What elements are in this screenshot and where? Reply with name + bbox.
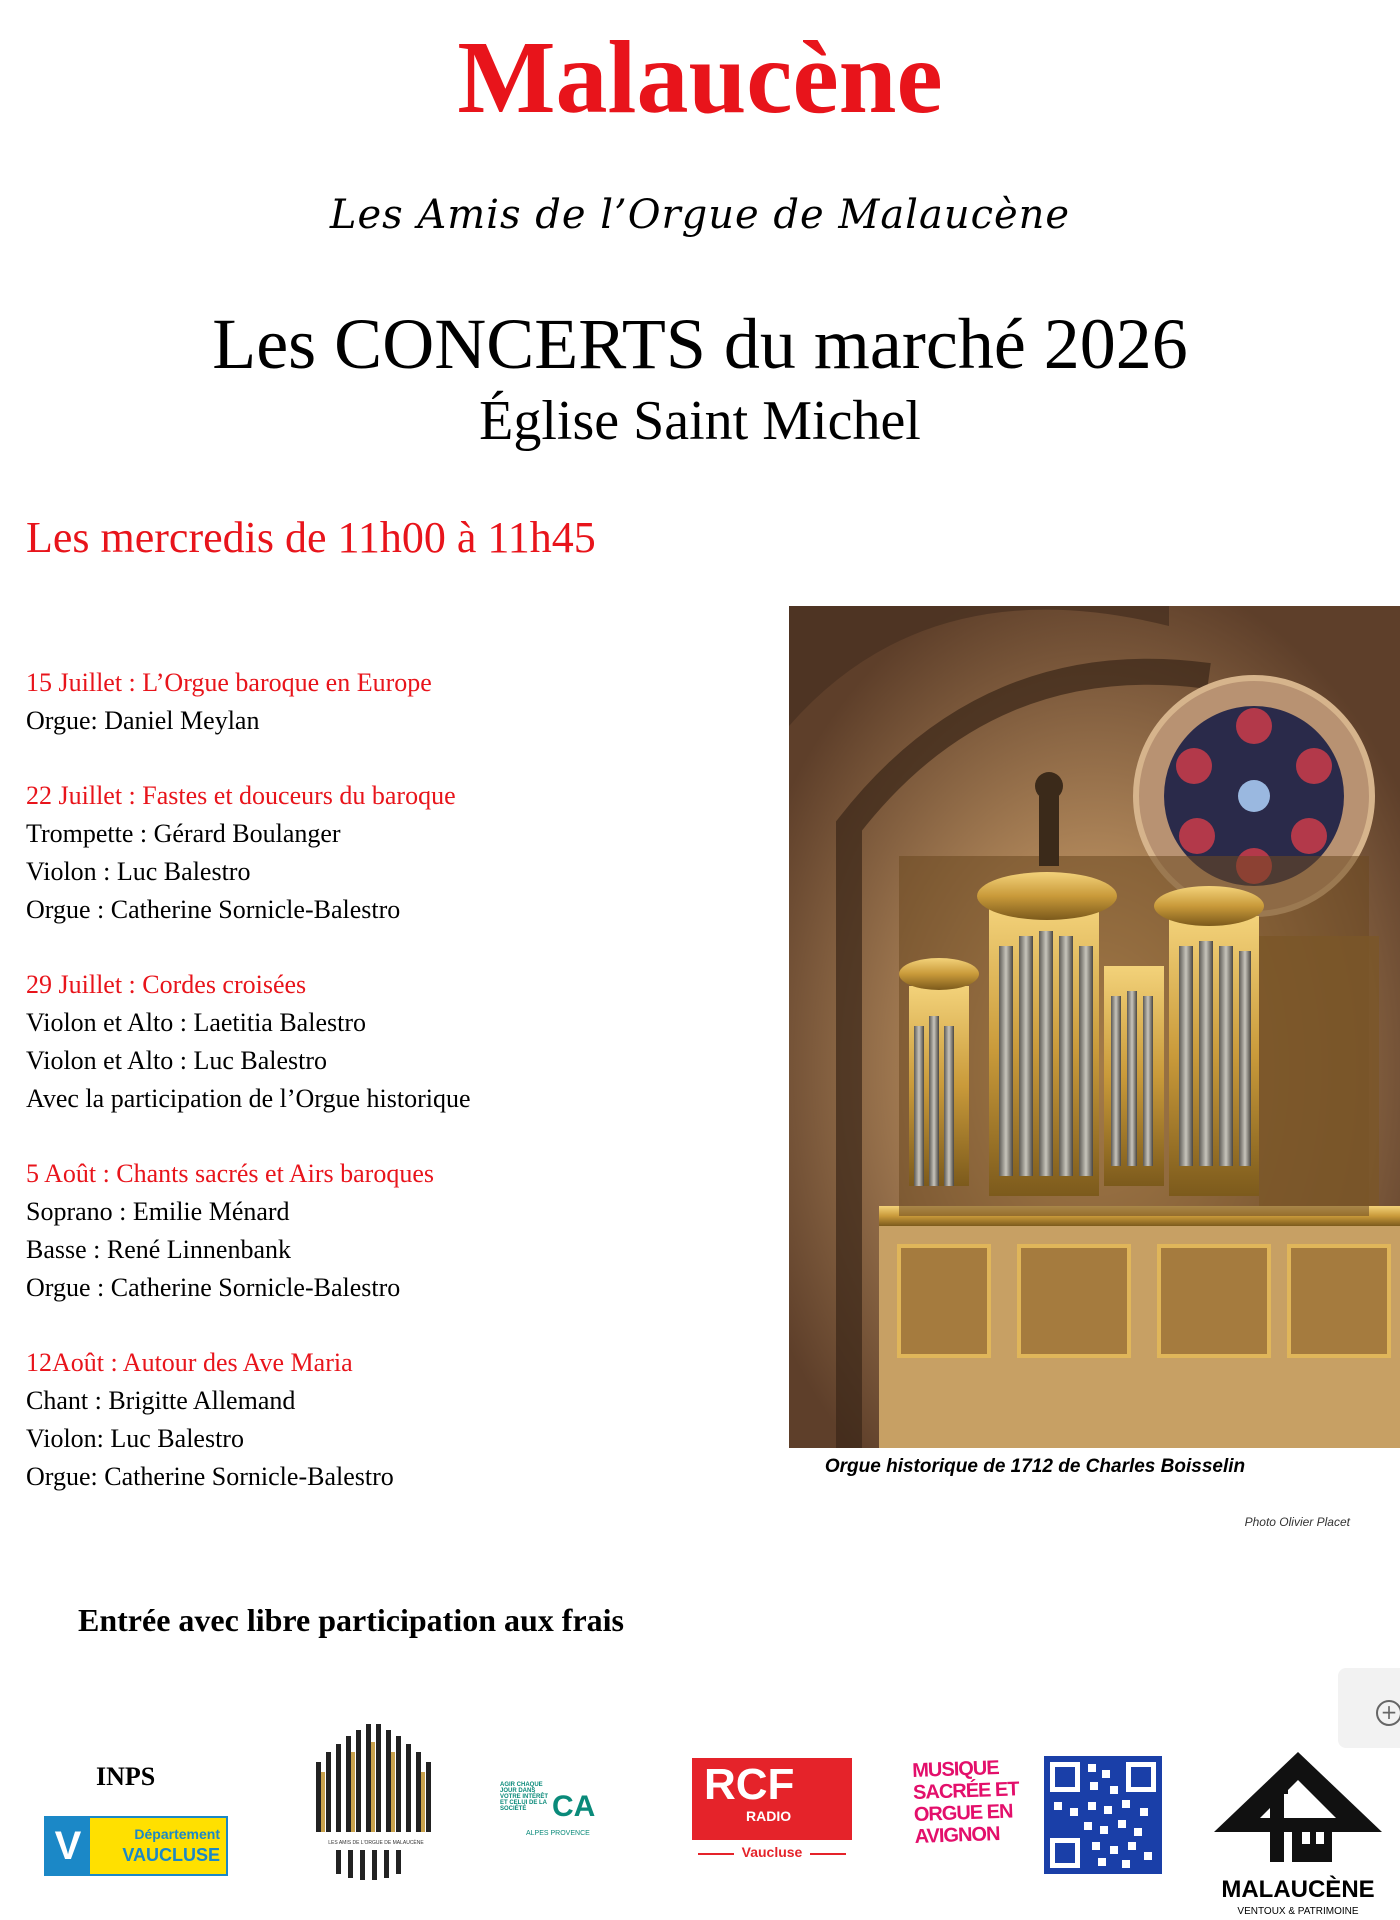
malaucene-logo-name: MALAUCÈNE (1221, 1876, 1375, 1903)
performer-line: Soprano : Emilie Ménard (26, 1197, 290, 1226)
credit-agricole-icon: CA (552, 1790, 596, 1823)
concert-item (26, 777, 746, 929)
amis-orgue-logo (306, 1722, 446, 1882)
entry-note: Entrée avec libre participation aux frais (78, 1602, 624, 1638)
malaucene-logo-sub: VENTOUX & PATRIMOINE (1237, 1906, 1359, 1917)
schedule-text: Les mercredis de 11h00 à 11h45 (26, 513, 596, 562)
amis-logo-text: LES AMIS DE L'ORGUE DE MALAUCÈNE (328, 1840, 424, 1846)
performer-line: Orgue: Daniel Meylan (26, 706, 260, 735)
performer-line: Basse : René Linnenbank (26, 1235, 291, 1264)
performer-line: Chant : Brigitte Allemand (26, 1386, 296, 1415)
concert-title: 15 Juillet : L’Orgue baroque en Europe (26, 668, 432, 697)
poster-title: Malaucène (457, 20, 943, 135)
performer-line: Violon : Luc Balestro (26, 857, 251, 886)
concert-title: 29 Juillet : Cordes croisées (26, 970, 307, 999)
ca-slogan: AGIR CHAQUE JOUR DANS VOTRE INTÉRÊT ET CELUI DE LA SOCIÉTÉ (500, 1782, 549, 1812)
musique-sacree-logo: MUSIQUE SACRÉE ET ORGUE EN AVIGNON (911, 1756, 1019, 1848)
inps-logo: INPS (96, 1762, 156, 1791)
malaucene-ventoux-logo (1206, 1746, 1390, 1916)
concert-item (26, 664, 746, 740)
concert-program (26, 664, 746, 1533)
organ-photo (789, 606, 1400, 1448)
performer-line: Trompette : Gérard Boulanger (26, 819, 341, 848)
performer-line: Violon et Alto : Luc Balestro (26, 1046, 328, 1075)
photo-credit: Photo Olivier Placet (1244, 1515, 1350, 1529)
departement-vaucluse-logo (44, 1816, 228, 1876)
series-title: Les CONCERTS du marché 2026 (212, 304, 1188, 384)
performer-line: Orgue : Catherine Sornicle-Balestro (26, 895, 401, 924)
performer-line: Orgue : Catherine Sornicle-Balestro (26, 1273, 401, 1302)
concert-title: 5 Août : Chants sacrés et Airs baroques (26, 1159, 434, 1188)
plus-circle-icon[interactable]: + (1376, 1700, 1400, 1726)
concert-item (26, 1155, 746, 1307)
departement-label: Département (134, 1826, 220, 1842)
venue-name: Église Saint Michel (479, 390, 921, 452)
performer-line: Orgue: Catherine Sornicle-Balestro (26, 1462, 394, 1491)
ca-region: ALPES PROVENCE (526, 1830, 590, 1837)
rcf-sub: RADIO (746, 1808, 792, 1824)
credit-agricole-logo (500, 1776, 660, 1848)
performer-line: Avec la participation de l’Orgue historique (26, 1084, 471, 1113)
performer-line: Violon: Luc Balestro (26, 1424, 244, 1453)
zoom-control[interactable] (1338, 1668, 1400, 1748)
rcf-radio-logo (692, 1758, 852, 1866)
vaucluse-label: VAUCLUSE (122, 1845, 220, 1865)
rcf-region: Vaucluse (741, 1844, 803, 1860)
performer-line: Violon et Alto : Laetitia Balestro (26, 1008, 366, 1037)
concert-item (26, 1344, 746, 1496)
concert-item (26, 966, 746, 1118)
concert-title: 22 Juillet : Fastes et douceurs du baroque (26, 781, 456, 810)
photo-caption: Orgue historique de 1712 de Charles Boisselin (824, 1456, 1246, 1477)
qr-code-icon[interactable] (1044, 1756, 1162, 1874)
rcf-name: RCF (704, 1760, 795, 1809)
vaucluse-v-icon: V (46, 1818, 90, 1874)
concert-title: 12Août : Autour des Ave Maria (26, 1348, 353, 1377)
mountain-village-icon (1206, 1746, 1390, 1874)
association-name: Les Amis de l’Orgue de Malaucène (329, 192, 1071, 238)
